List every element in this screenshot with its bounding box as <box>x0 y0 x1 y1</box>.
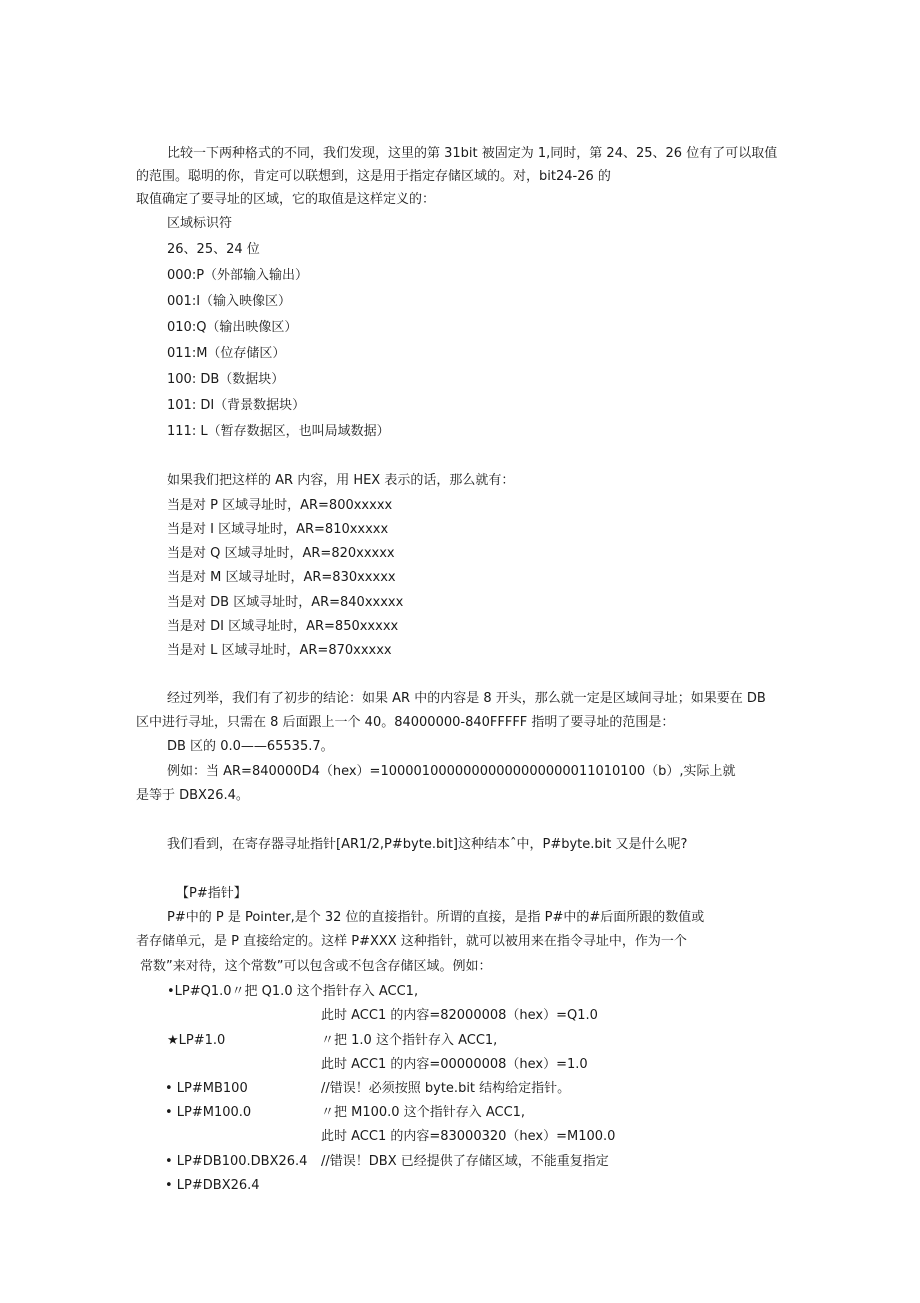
example-4-result: 此时 ACC1 的内容=83000320（hex）=M100.0 <box>321 1129 616 1144</box>
example-2-result: 此时 ACC1 的内容=00000008（hex）=1.0 <box>321 1057 588 1072</box>
pointer-line-2: 者存储单元，是 P 直接给定的。这样 P#XXX 这种指针，就可以被用来在指令寻址中，作为一个 <box>136 934 687 949</box>
intro-line-1: 比较一下两种格式的不同，我们发现，这里的第 31bit 被固定为 1,同时，第 24、25、26 位有了可以取值 <box>167 146 778 161</box>
example-4-comment: 〃把 M100.0 这个指针存入 ACC1, <box>321 1105 526 1120</box>
example-2-code: ★LP#1.0 <box>167 1033 226 1048</box>
conclusion-line-4: 例如：当 AR=840000D4（hex）=10000100000000000000000011010100（b）,实际上就 <box>167 764 736 779</box>
intro-line-3: 取值确定了要寻址的区域，它的取值是这样定义的： <box>136 192 436 207</box>
area-item: 011:M（位存储区） <box>167 346 286 361</box>
example-1-code: •LP#Q1.0〃把 Q1.0 这个指针存入 ACC1, <box>167 984 419 999</box>
hex-item: 当是对 M 区域寻址时，AR=830xxxxx <box>167 570 396 585</box>
example-4-code: • LP#M100.0 <box>165 1105 252 1120</box>
area-item: 100: DB（数据块） <box>167 372 285 387</box>
area-item: 101: DI（背景数据块） <box>167 398 306 413</box>
example-6-code: • LP#DBX26.4 <box>165 1178 260 1193</box>
example-3-code: • LP#MB100 <box>165 1081 248 1096</box>
area-item: 010:Q（输出映像区） <box>167 320 298 335</box>
hex-item: 当是对 I 区域寻址时，AR=810xxxxx <box>167 522 389 537</box>
example-2-comment: 〃把 1.0 这个指针存入 ACC1, <box>321 1033 498 1048</box>
example-5-code: • LP#DB100.DBX26.4 <box>165 1154 308 1169</box>
area-table-bits: 26、25、24 位 <box>167 242 260 257</box>
area-item: 000:P（外部输入输出） <box>167 268 309 283</box>
intro-line-2: 的范围。聪明的你，肯定可以联想到，这是用于指定存储区域的。对，bit24-26 的 <box>136 169 611 184</box>
pointer-heading: 【P#指针】 <box>176 886 247 901</box>
hex-item: 当是对 P 区域寻址时，AR=800xxxxx <box>167 498 393 513</box>
area-item: 111: L（暂存数据区，也叫局域数据） <box>167 424 390 439</box>
hex-item: 当是对 DI 区域寻址时，AR=850xxxxx <box>167 619 399 634</box>
example-1-result: 此时 ACC1 的内容=82000008（hex）=Q1.0 <box>321 1008 598 1023</box>
hex-item: 当是对 DB 区域寻址时，AR=840xxxxx <box>167 595 404 610</box>
conclusion-line-3: DB 区的 0.0——65535.7。 <box>167 739 334 754</box>
hex-intro: 如果我们把这样的 AR 内容，用 HEX 表示的话，那么就有： <box>167 473 515 488</box>
example-3-comment: //错误！必须按照 byte.bit 结构给定指针。 <box>321 1081 571 1096</box>
conclusion-line-1: 经过列举，我们有了初步的结论：如果 AR 中的内容是 8 开头，那么就一定是区域间寻址；如果要在 DB <box>167 691 766 706</box>
conclusion-line-2: 区中进行寻址，只需在 8 后面跟上一个 40。84000000-840FFFFF 指明了要寻址的范围是： <box>136 715 675 730</box>
hex-item: 当是对 L 区域寻址时，AR=870xxxxx <box>167 643 392 658</box>
pointer-line-3: 常数”来对待，这个常数”可以包含或不包含存储区域。例如： <box>140 959 492 974</box>
area-item: 001:I（输入映像区） <box>167 294 292 309</box>
question-line: 我们看到，在寄存器寻址指针[AR1/2,P#byte.bit]这种结本ˆ中，P#byte.bit 又是什么呢? <box>167 837 688 852</box>
conclusion-line-5: 是等于 DBX26.4。 <box>136 788 249 803</box>
pointer-line-1: P#中的 P 是 Pointer,是个 32 位的直接指针。所谓的直接，是指 P#中的#后面所跟的数值或 <box>167 910 705 925</box>
example-5-comment: //错误！DBX 已经提供了存储区域，不能重复指定 <box>321 1154 609 1169</box>
area-table-title: 区域标识符 <box>167 216 233 231</box>
hex-item: 当是对 Q 区域寻址时，AR=820xxxxx <box>167 546 395 561</box>
